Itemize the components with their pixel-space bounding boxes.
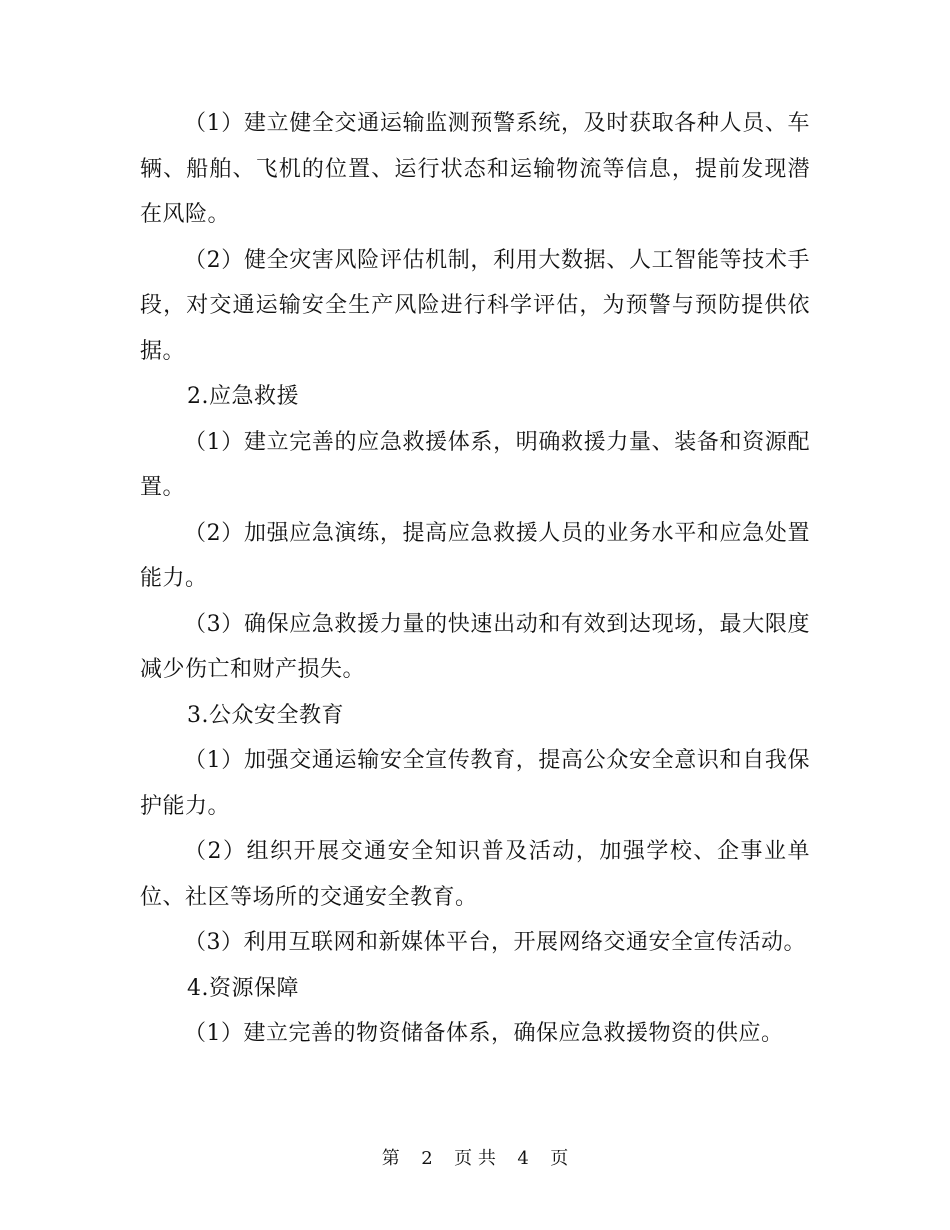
footer-current-page: 2 xyxy=(421,1148,433,1169)
footer-prefix: 第 xyxy=(381,1148,400,1169)
section-heading-emergency-rescue: 2.应急救援 xyxy=(187,384,299,409)
paragraph-safety-publicity: （1）加强交通运输安全宣传教育，提高公众安全意识和自我保护能力。 xyxy=(140,748,810,819)
section-heading-resource-support: 4.资源保障 xyxy=(187,975,299,1001)
paragraph-material-reserve: （1）建立完善的物资储备体系，确保应急救援物资的供应。 xyxy=(184,1021,784,1046)
section-heading-public-education: 3.公众安全教育 xyxy=(187,702,344,728)
paragraph-emergency-drills: （2）加强应急演练，提高应急救援人员的业务水平和应急处置能力。 xyxy=(140,520,810,591)
footer-suffix: 页 xyxy=(550,1148,569,1169)
document-body xyxy=(140,101,810,1057)
paragraph-knowledge-campaign: （2）组织开展交通安全知识普及活动，加强学校、企事业单位、社区等场所的交通安全教育。 xyxy=(140,839,810,910)
paragraph-risk-assessment: （2）健全灾害风险评估机制，利用大数据、人工智能等技术手段，对交通运输安全生产风险进行科学评估，为预警与预防提供依据。 xyxy=(140,247,810,364)
paragraph-online-campaign: （3）利用互联网和新媒体平台，开展网络交通安全宣传活动。 xyxy=(184,930,806,955)
footer-total-pages: 4 xyxy=(517,1148,529,1169)
paragraph-rescue-system: （1）建立完善的应急救援体系，明确救援力量、装备和资源配置。 xyxy=(140,429,810,500)
page-number-footer xyxy=(0,1147,950,1171)
footer-middle: 页 共 xyxy=(454,1148,496,1169)
paragraph-rapid-response: （3）确保应急救援力量的快速出动和有效到达现场，最大限度减少伤亡和财产损失。 xyxy=(140,611,810,682)
paragraph-monitoring-warning: （1）建立健全交通运输监测预警系统，及时获取各种人员、车辆、船舶、飞机的位置、运行状态和运输物流等信息，提前发现潜在风险。 xyxy=(140,111,810,227)
